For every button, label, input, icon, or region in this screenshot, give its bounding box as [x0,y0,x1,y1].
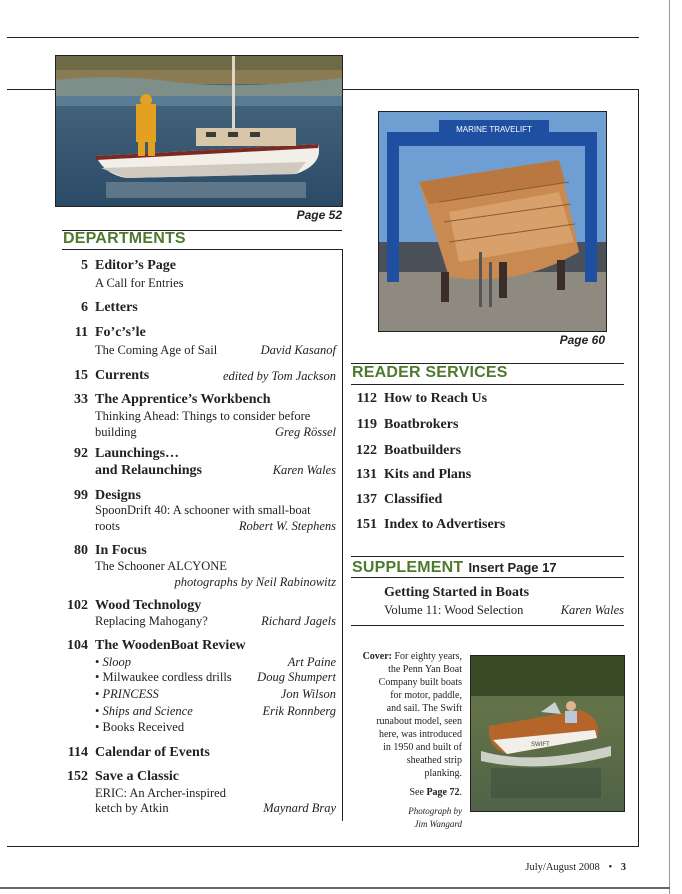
dept-num: 99 [74,488,88,503]
review-item-text: Milwaukee cordless drills [102,670,232,684]
page-right-edge [669,0,670,894]
reader-services-bottom-rule [351,384,624,385]
page-bottom-edge [0,887,670,889]
service-num: 137 [356,492,377,507]
cover-see-page[interactable]: Page 72 [426,787,460,798]
supplement-title[interactable]: Getting Started in Boats [384,585,530,600]
frame-right-rule [638,89,639,847]
cover-line: in 1950 and built of [383,742,462,753]
dept-author: David Kasanof [260,343,336,357]
dept-title[interactable]: In Focus [95,543,147,558]
departments-header: DEPARTMENTS [63,230,186,247]
review-author: Doug Shumpert [257,670,336,684]
runabout-illustration [471,656,624,811]
cover-line: Company built boats [378,677,462,688]
travelift-sign: MARINE TRAVELIFT [456,125,532,134]
dept-author: Robert W. Stephens [238,519,336,533]
review-item: • Books Received [95,720,185,734]
cover-line: and sail. The Swift [386,703,462,714]
dept-title[interactable]: Currents [95,368,150,383]
page-footer [480,862,626,873]
issue-date: July/August 2008 [525,862,600,873]
review-author: Jon Wilson [280,687,336,701]
dept-title[interactable]: Editor’s Page [95,258,176,273]
service-title[interactable]: Classified [384,492,443,507]
top-rule [7,37,639,38]
review-item-text: PRINCESS [102,687,159,701]
supplement-end-rule [351,625,624,626]
service-title[interactable]: How to Reach Us [384,391,488,406]
cover-see: See Page 72. [409,787,462,798]
cover-line-0: Cover: For eighty years, [362,651,462,662]
dept-author: Greg Rössel [275,425,336,439]
review-item: • PRINCESS [95,687,159,701]
review-item-text: Sloop [102,655,131,669]
cover-line: here, was introduced [378,729,462,740]
dept-num: 5 [81,258,88,273]
cover-caption [352,650,462,831]
dept-sub: ERIC: An Archer-inspired [95,786,226,800]
bottom-rule [7,846,639,847]
cover-label: Cover: [362,651,392,662]
dept-num: 114 [67,745,88,760]
dept-author: edited by Tom Jackson [222,369,336,383]
footer-bullet: • [608,862,613,873]
dept-title[interactable]: Calendar of Events [95,745,210,760]
review-author: Erik Ronnberg [262,704,336,718]
travelift-illustration [379,112,606,331]
top-photo-caption: Page 52 [296,208,342,222]
review-author: Art Paine [287,655,336,669]
review-item: • Milwaukee cordless drills [95,670,232,684]
dept-title[interactable]: Designs [95,488,141,503]
review-item: • Ships and Science [95,704,193,718]
dept-sub-2: building [95,425,137,439]
supplement-insert: Insert Page 17 [468,560,557,575]
review-item-text: Ships and Science [102,704,193,718]
dept-sub-2: ketch by Atkin [95,801,169,815]
service-title[interactable]: Index to Advertisers [384,517,506,532]
service-title[interactable]: Boatbrokers [384,417,459,432]
dept-author: Maynard Bray [263,801,336,815]
dept-sub: SpoonDrift 40: A schooner with small-boat [95,503,311,517]
cover-line: planking. [424,768,462,779]
cover-line: the Penn Yan Boat [388,664,462,675]
departments-bottom-rule [62,249,342,250]
dept-num: 33 [74,392,88,407]
cover-photo [470,655,625,812]
dept-num: 15 [74,368,88,383]
dept-author: Karen Wales [272,463,336,477]
dept-author: Richard Jagels [261,614,336,628]
dept-title[interactable]: Launchings… [95,446,180,461]
service-num: 112 [356,391,377,406]
service-title[interactable]: Boatbuilders [384,443,462,458]
dept-num: 92 [74,446,88,461]
dept-title[interactable]: Letters [95,300,138,315]
dept-sub: A Call for Entries [95,276,184,290]
travelift-photo [378,111,607,332]
dept-title[interactable]: Fo’c’s’le [95,325,146,340]
service-title[interactable]: Kits and Plans [384,467,472,482]
cover-line: for motor, paddle, [390,690,462,701]
dept-num: 11 [74,325,88,340]
service-num: 151 [356,517,377,532]
sailboat-photo [55,55,343,207]
dept-num: 152 [67,769,88,784]
dept-title[interactable]: Wood Technology [95,598,202,613]
supplement-sub: Volume 11: Wood Selection [384,603,524,617]
dept-sub-2: roots [95,519,120,533]
dept-title-2[interactable]: and Relaunchings [95,463,202,478]
dept-sub: Thinking Ahead: Things to consider before [95,409,311,423]
boat-name-label: SWIFT [531,742,550,748]
sailboat-illustration [56,56,342,206]
reader-services-header: READER SERVICES [352,364,508,381]
dept-title[interactable]: The Apprentice’s Workbench [95,392,271,407]
supplement-header-row [352,557,557,577]
page-number: 3 [620,862,626,873]
service-num: 119 [356,417,377,432]
cover-credit-2: Jim Wangard [414,819,462,829]
dept-title[interactable]: Save a Classic [95,769,179,784]
dept-sub: Replacing Mahogany? [95,614,208,628]
review-item-text: Books Received [102,720,185,734]
cover-credit-1: Photograph by [408,806,462,816]
supplement-header: SUPPLEMENT [352,559,464,576]
dept-sub: The Schooner ALCYONE [95,559,227,573]
supplement-bottom-rule [351,577,624,578]
cover-line: runabout model, seen [376,716,462,727]
service-num: 122 [356,443,377,458]
review-item: • Sloop [95,655,131,669]
service-num: 131 [356,467,377,482]
dept-author: photographs by Neil Rabinowitz [174,575,336,589]
dept-num: 102 [67,598,88,613]
departments-vertical-rule [342,249,343,821]
dept-num: 104 [67,638,88,653]
right-photo-caption: Page 60 [559,333,605,347]
dept-num: 80 [74,543,88,558]
supplement-author: Karen Wales [560,603,624,617]
dept-sub: The Coming Age of Sail [95,343,218,357]
dept-title[interactable]: The WoodenBoat Review [95,638,246,653]
cover-line: sheathed strip [406,755,462,766]
dept-num: 6 [81,300,88,315]
